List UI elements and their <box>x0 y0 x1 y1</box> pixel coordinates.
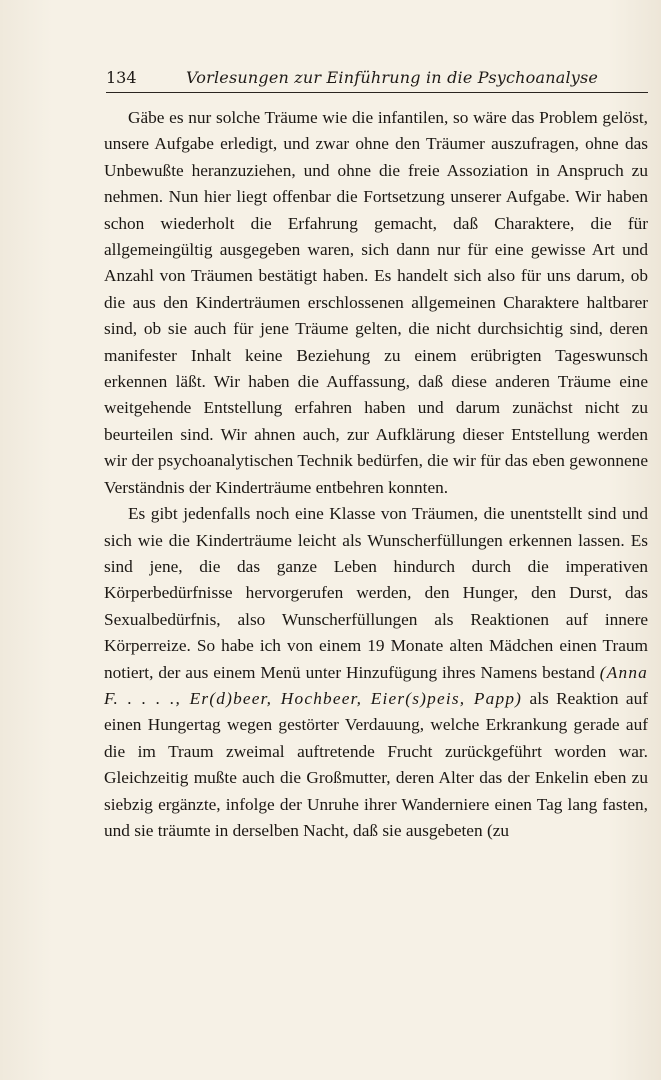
paragraph-2 <box>104 501 648 844</box>
page-header <box>106 66 648 93</box>
page-number: 134 <box>106 68 137 87</box>
paragraph-1: Gäbe es nur solche Träume wie die infantilen, so wäre das Problem gelöst, unsere Aufgabe erledigt, und zwar ohne den Träumer auszufragen, ohne das Unbewußte heranzuziehen, und ohne die freie Assoziation in Anspruch zu nehmen. Nun hier liegt offenbar die Fortsetzung unserer Aufgabe. Wir haben schon wiederholt die Erfahrung gemacht, daß Charaktere, die für allgemeingültig ausgegeben waren, sich dann nur für eine gewisse Art und Anzahl von Träumen bestätigt haben. Es handelt sich also für uns darum, ob die aus den Kinderträumen erschlossenen allgemeinen Charaktere haltbarer sind, ob sie auch für jene Träume gelten, die nicht durchsichtig sind, deren manifester Inhalt keine Beziehung zu einem erübrigten Tageswunsch erkennen läßt. Wir haben die Auffassung, daß diese anderen Träume eine weitgehende Entstellung erfahren haben und darum zunächst nicht zu beurteilen sind. Wir ahnen auch, zur Aufklärung dieser Entstellung werden wir der psychoanalytischen Technik bedürfen, die wir für das eben gewonnene Verständnis der Kinderträume entbehren konnten. <box>104 108 648 497</box>
body-text <box>104 105 648 844</box>
paragraph-2-text-after: als Reaktion auf einen Hungertag wegen gestörter Verdauung, welche Erkrankung gerade auf die im Traum zweimal auftretende Frucht zurückgeführt worden war. Gleichzeitig mußte auch die Großmutter, deren Alter das der Enkelin eben zu siebzig ergänzte, infolge der Unruhe ihrer Wanderniere einen Tag lang fasten, und sie träumte in derselben Nacht, daß sie ausgebeten (zu <box>104 688 648 840</box>
running-title: Vorlesungen zur Einführung in die Psychoanalyse <box>186 68 599 87</box>
dream-quote: (Anna F. . . . ., Er(d)beer, Hochbeer, Eier(s)peis, Papp) <box>104 662 648 708</box>
paragraph-2-text-before: Es gibt jedenfalls noch eine Klasse von Träumen, die unentstellt sind und sich wie die Kinderträume leicht als Wunscherfüllungen erkennen lassen. Es sind jene, die das ganze Leben hindurch durch die imperativen Körperbedürfnisse hervorgerufen werden, den Hunger, den Durst, das Sexualbedürfnis, also Wunscherfüllungen als Reaktionen auf innere Körperreize. So habe ich von einem 19 Monate alten Mädchen einen Traum notiert, der aus einem Menü unter Hinzufügung ihres Namens bestand <box>104 504 648 682</box>
